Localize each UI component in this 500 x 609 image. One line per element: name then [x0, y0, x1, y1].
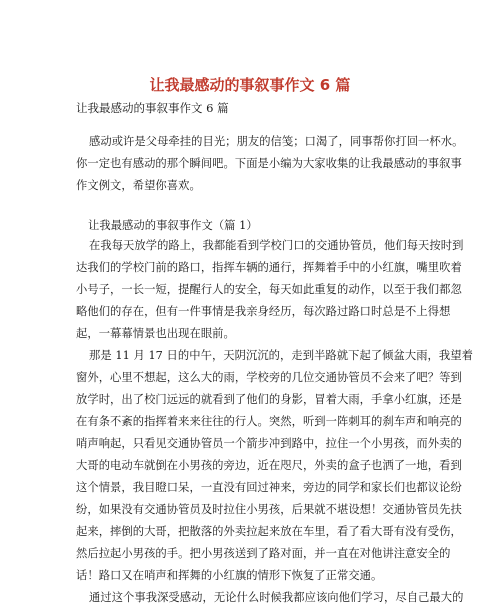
story-line: 哨声响起，只看见交通协管员一个箭步冲到路中，拉住一个小男孩，而外卖的 [76, 437, 462, 450]
story-line: 那是 11 月 17 日的中午，天阴沉沉的，走到半路就下起了倾盆大雨，我望着 [89, 349, 473, 362]
story-line: 话！路口又在哨声和挥舞的小红旗的情形下恢复了正常交通。 [76, 569, 383, 582]
story-line: 起来，摔倒的大哥，把散落的外卖拉起来放在车里，看了看大哥有没有受伤， [76, 525, 462, 538]
intro-line: 感动或许是父母牵挂的目光；朋友的信笺；口渴了，同事帮你打回一杯水。 [89, 135, 464, 148]
story-line: 达我们的学校门前的路口，指挥车辆的通行，挥舞着手中的小红旗，嘴里吹着 [76, 261, 462, 274]
section-heading: 让我最感动的事叙事作文（篇 1） [88, 219, 258, 232]
story-line: 窗外，心里不想起，这么大的雨，学校旁的几位交通协管员不会来了吧？等到 [76, 371, 462, 384]
story-paragraphs [76, 235, 473, 609]
story-line: 起，一幕幕情景也出现在眼前。 [76, 327, 235, 340]
story-line: 在我每天放学的路上，我都能看到学校门口的交通协管员，他们每天按时到 [89, 239, 464, 252]
story-line: 纷，如果没有交通协管员及时拉住小男孩，后果就不堪设想！交通协管员先扶 [76, 503, 462, 516]
intro-line: 你一定也有感动的那个瞬间吧。下面是小编为大家收集的让我最感动的事叙事 [76, 157, 462, 170]
document-subtitle: 让我最感动的事叙事作文 6 篇 [76, 101, 229, 115]
intro-paragraph [76, 131, 464, 197]
story-line: 这个情景，我目瞪口呆，一直没有回过神来，旁边的同学和家长们也都议论纷 [76, 481, 462, 494]
story-line: 放学时，出了校门远远的就看到了他们的身影，冒着大雨，手拿小红旗，还是 [76, 393, 462, 406]
document-title: 让我最感动的事叙事作文 6 篇 [149, 76, 351, 94]
story-line: 在有条不紊的指挥着来来往往的行人。突然，听到一阵刺耳的刹车声和响亮的 [76, 415, 462, 428]
story-line: 大哥的电动车就倒在小男孩的旁边，近在咫尺，外卖的盒子也洒了一地，看到 [76, 459, 462, 472]
story-line: 小号子，一长一短，提醒行人的安全，每天如此重复的动作，以至于我们都忽 [76, 283, 462, 296]
intro-line: 作文例文，希望你喜欢。 [76, 179, 201, 192]
story-line: 通过这个事我深受感动，无论什么时候我都应该向他们学习，尽自己最大的 [89, 591, 464, 604]
story-line: 略他们的存在，但有一件事情是我亲身经历，每次路过路口时总是不上得想 [76, 305, 451, 318]
story-line: 然后拉起小男孩的手。把小男孩送到了路对面，并一直在对他讲注意安全的 [76, 547, 451, 560]
